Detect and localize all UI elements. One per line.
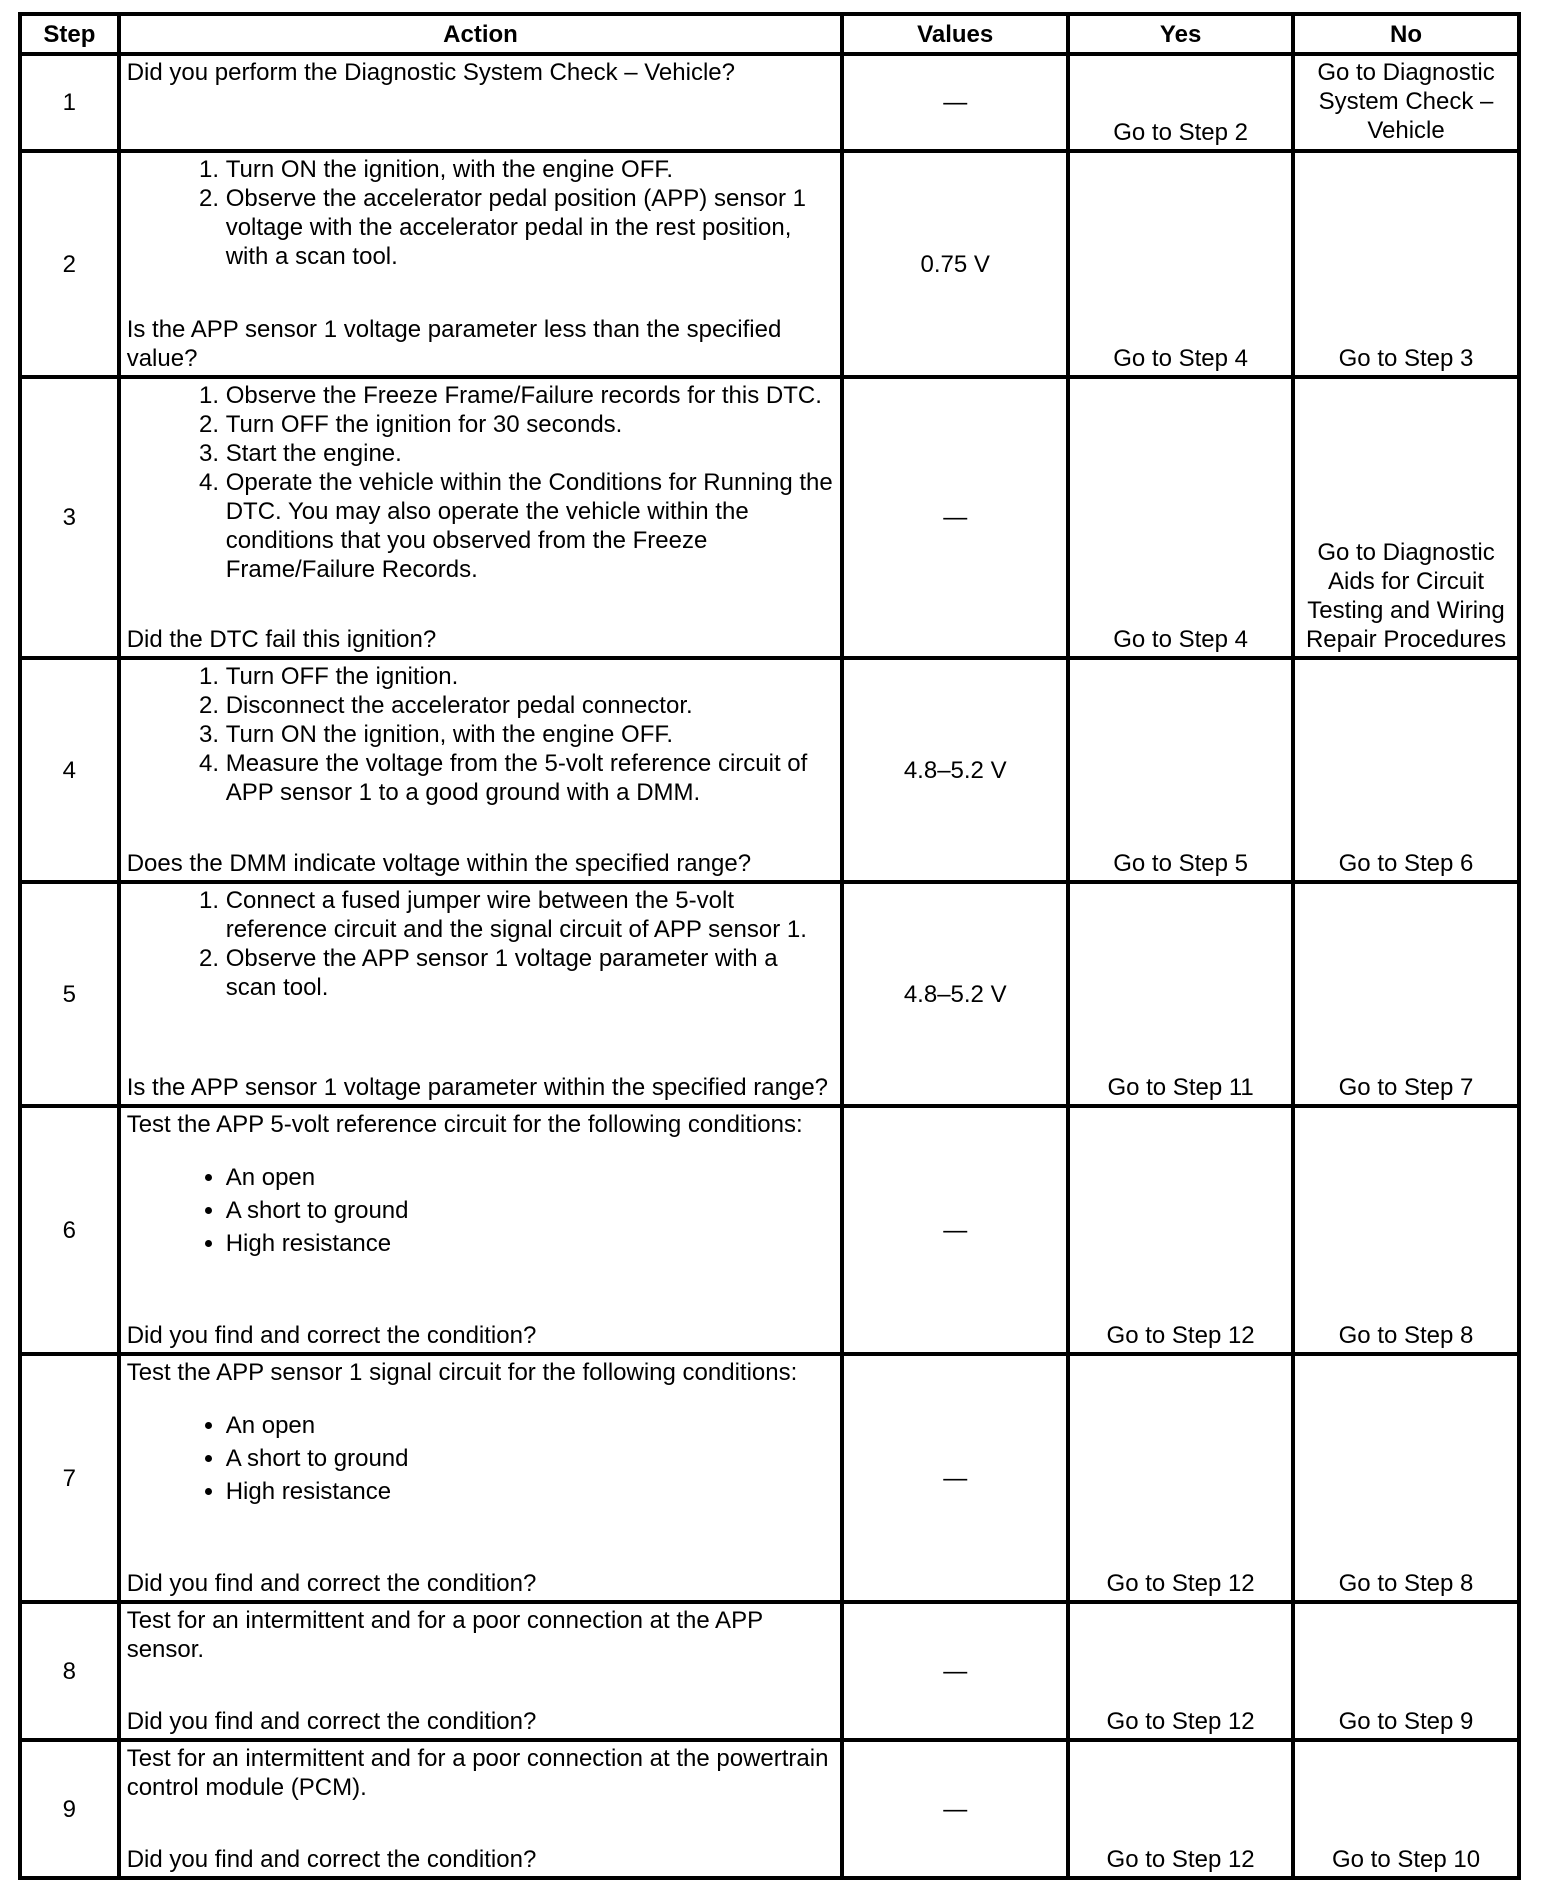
action-question: Did you find and correct the condition?: [126, 1322, 537, 1349]
action-question: Did you find and correct the condition?: [126, 1846, 537, 1873]
action-step-item: 1. Turn ON the ignition, with the engine OFF.: [226, 155, 835, 184]
action-step-item: 1. Connect a fused jumper wire between the 5-volt reference circuit and the signal circuit of APP sensor 1.: [226, 886, 835, 944]
action-cell: [119, 1106, 843, 1354]
action-cell: [119, 151, 843, 377]
step-number: 9: [20, 1740, 119, 1878]
yes-cell: Go to Step 4: [1068, 151, 1293, 377]
step-number: 5: [20, 882, 119, 1106]
condition-item: • High resistance: [226, 1477, 835, 1506]
values-cell: —: [842, 1354, 1068, 1602]
action-cell: [119, 377, 843, 658]
step-number: 1: [20, 54, 119, 151]
action-step-item: 2. Turn OFF the ignition for 30 seconds.: [226, 410, 835, 439]
table-row: [20, 882, 1519, 1106]
diagnostic-table: [18, 12, 1521, 1880]
condition-item: • High resistance: [226, 1229, 835, 1258]
table-row: [20, 1354, 1519, 1602]
values-cell: 0.75 V: [842, 151, 1068, 377]
action-question: Is the APP sensor 1 voltage parameter within the specified range?: [126, 1074, 829, 1101]
table-row: [20, 151, 1519, 377]
action-question: Does the DMM indicate voltage within the specified range?: [126, 850, 752, 877]
no-cell: Go to Step 3: [1293, 151, 1519, 377]
header-values: Values: [842, 14, 1068, 54]
values-cell: 4.8–5.2 V: [842, 882, 1068, 1106]
action-cell: [119, 658, 843, 882]
action-steps: [127, 886, 835, 1002]
no-cell: Go to Step 9: [1293, 1602, 1519, 1740]
action-cell: [119, 882, 843, 1106]
no-cell: Go to Step 7: [1293, 882, 1519, 1106]
values-cell: 4.8–5.2 V: [842, 658, 1068, 882]
action-question: Is the APP sensor 1 voltage parameter less than the specified value?: [126, 316, 782, 372]
table-row: [20, 1602, 1519, 1740]
header-row: [20, 14, 1519, 54]
action-question: Did you find and correct the condition?: [126, 1708, 537, 1735]
yes-cell: Go to Step 2: [1068, 54, 1293, 151]
step-number: 7: [20, 1354, 119, 1602]
condition-item: • A short to ground: [226, 1444, 835, 1473]
action-intro: Test for an intermittent and for a poor connection at the APP sensor.: [126, 1607, 763, 1663]
table-row: [20, 1740, 1519, 1878]
header-step: Step: [20, 14, 119, 54]
action-intro: Test the APP sensor 1 signal circuit for the following conditions:: [126, 1359, 798, 1386]
action-steps: [127, 381, 835, 584]
action-steps: [127, 155, 835, 271]
header-yes: Yes: [1068, 14, 1293, 54]
yes-cell: Go to Step 12: [1068, 1106, 1293, 1354]
condition-item: • An open: [226, 1163, 835, 1192]
yes-cell: Go to Step 4: [1068, 377, 1293, 658]
table-row: [20, 54, 1519, 151]
action-cell: [119, 1602, 843, 1740]
yes-cell: Go to Step 12: [1068, 1740, 1293, 1878]
yes-cell: Go to Step 12: [1068, 1354, 1293, 1602]
step-number: 8: [20, 1602, 119, 1740]
action-step-item: 2. Observe the APP sensor 1 voltage parameter with a scan tool.: [226, 944, 835, 1002]
action-intro: Test the APP 5-volt reference circuit for the following conditions:: [126, 1111, 803, 1138]
action-step-item: 1. Turn OFF the ignition.: [226, 662, 835, 691]
table-row: [20, 377, 1519, 658]
action-step-item: 2. Observe the accelerator pedal position (APP) sensor 1 voltage with the accelerator pedal in the rest position, with a scan tool.: [226, 184, 835, 271]
action-cell: [119, 54, 843, 151]
yes-cell: Go to Step 11: [1068, 882, 1293, 1106]
action-step-item: 3. Turn ON the ignition, with the engine OFF.: [226, 720, 835, 749]
step-number: 6: [20, 1106, 119, 1354]
action-step-item: 3. Start the engine.: [226, 439, 835, 468]
condition-item: • An open: [226, 1411, 835, 1440]
no-cell: Go to Step 10: [1293, 1740, 1519, 1878]
action-step-item: 2. Disconnect the accelerator pedal connector.: [226, 691, 835, 720]
values-cell: —: [842, 1602, 1068, 1740]
no-cell: Go to Step 8: [1293, 1354, 1519, 1602]
yes-cell: Go to Step 12: [1068, 1602, 1293, 1740]
action-question: Did you find and correct the condition?: [126, 1570, 537, 1597]
step-number: 3: [20, 377, 119, 658]
condition-list: [127, 1163, 835, 1258]
action-step-item: 4. Operate the vehicle within the Conditions for Running the DTC. You may also operate the vehicle within the conditions that you observed from the Freeze Frame/Failure Records.: [226, 468, 835, 584]
values-cell: —: [842, 54, 1068, 151]
action-question: Did you perform the Diagnostic System Check – Vehicle?: [126, 59, 735, 86]
table-row: [20, 658, 1519, 882]
action-cell: [119, 1740, 843, 1878]
no-cell: Go to Step 6: [1293, 658, 1519, 882]
action-steps: [127, 662, 835, 807]
condition-item: • A short to ground: [226, 1196, 835, 1225]
action-question: Did the DTC fail this ignition?: [126, 626, 437, 653]
table-row: [20, 1106, 1519, 1354]
yes-cell: Go to Step 5: [1068, 658, 1293, 882]
action-cell: [119, 1354, 843, 1602]
step-number: 2: [20, 151, 119, 377]
header-action: Action: [119, 14, 843, 54]
action-step-item: 4. Measure the voltage from the 5-volt reference circuit of APP sensor 1 to a good ground with a DMM.: [226, 749, 835, 807]
action-intro: Test for an intermittent and for a poor connection at the powertrain control module (PCM).: [126, 1745, 829, 1801]
action-step-item: 1. Observe the Freeze Frame/Failure records for this DTC.: [226, 381, 835, 410]
header-no: No: [1293, 14, 1519, 54]
no-cell: Go to Diagnostic Aids for Circuit Testing and Wiring Repair Procedures: [1293, 377, 1519, 658]
values-cell: —: [842, 377, 1068, 658]
condition-list: [127, 1411, 835, 1506]
no-cell: Go to Step 8: [1293, 1106, 1519, 1354]
no-cell: Go to Diagnostic System Check – Vehicle: [1293, 54, 1519, 151]
values-cell: —: [842, 1740, 1068, 1878]
step-number: 4: [20, 658, 119, 882]
values-cell: —: [842, 1106, 1068, 1354]
